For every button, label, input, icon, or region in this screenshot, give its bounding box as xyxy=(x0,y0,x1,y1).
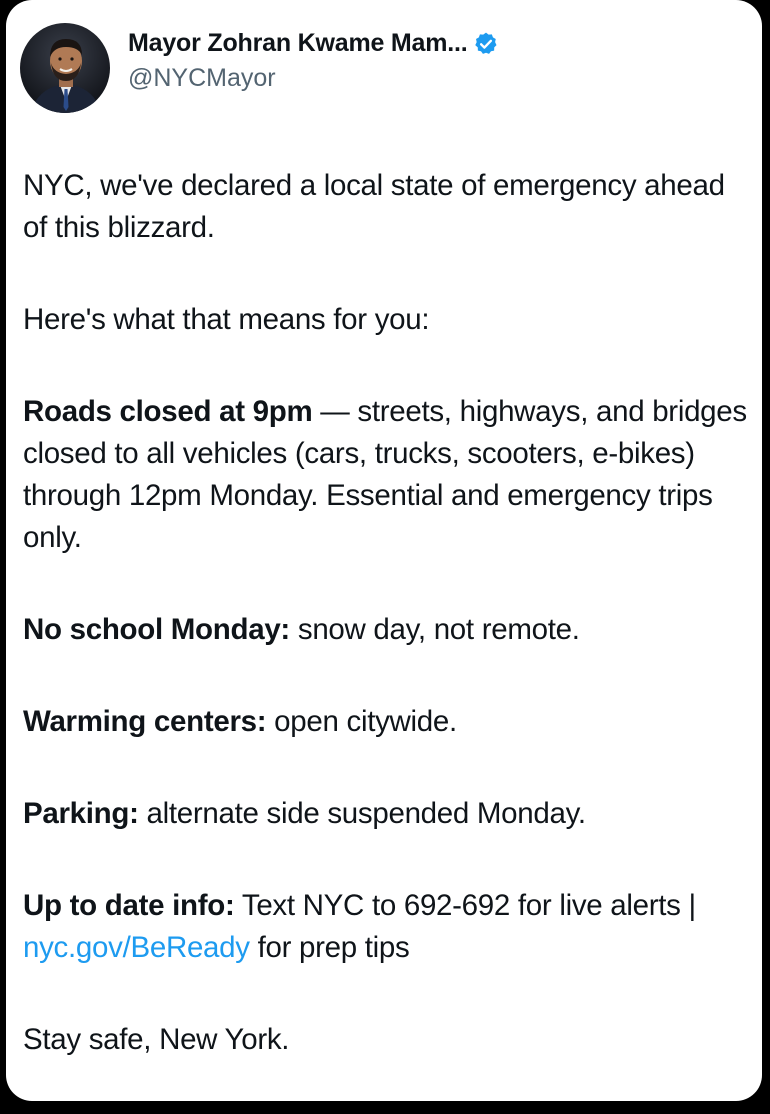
author-avatar[interactable] xyxy=(20,23,110,113)
avatar-photo xyxy=(20,23,110,113)
info-tail: for prep tips xyxy=(249,931,410,964)
verified-badge-icon xyxy=(473,31,499,57)
author-name-row xyxy=(128,29,499,58)
warming-paragraph xyxy=(23,701,753,743)
roads-text: — streets, highways, and bridges closed to all vehicles (cars, trucks, scooters, e-bikes) through 12pm Monday. Essential and emergency trips only. xyxy=(23,395,747,554)
warming-label: Warming centers: xyxy=(23,705,267,738)
author-name[interactable]: Mayor Zohran Kwame Mam... xyxy=(128,29,468,57)
info-label: Up to date info: xyxy=(23,889,235,922)
school-text: snow day, not remote. xyxy=(289,613,580,646)
warming-text: open citywide. xyxy=(266,705,457,738)
roads-paragraph xyxy=(23,391,753,559)
info-text: Text NYC to 692-692 for live alerts | xyxy=(234,889,696,922)
author-identity xyxy=(128,29,499,93)
parking-label: Parking: xyxy=(23,797,139,830)
parking-paragraph xyxy=(23,793,753,835)
tweet-header xyxy=(20,22,499,114)
school-label: No school Monday: xyxy=(23,613,290,646)
tweet-body xyxy=(23,165,753,1061)
bready-link[interactable]: nyc.gov/BeReady xyxy=(23,931,250,964)
tweet-card xyxy=(6,0,762,1101)
intro-paragraph: NYC, we've declared a local state of emergency ahead of this blizzard. xyxy=(23,169,725,244)
roads-label: Roads closed at 9pm xyxy=(23,395,313,428)
lead-in-paragraph: Here's what that means for you: xyxy=(23,303,430,336)
author-handle[interactable]: @NYCMayor xyxy=(128,64,276,92)
parking-text: alternate side suspended Monday. xyxy=(138,797,586,830)
info-paragraph xyxy=(23,885,753,969)
school-paragraph xyxy=(23,609,753,651)
signoff-paragraph: Stay safe, New York. xyxy=(23,1023,290,1056)
